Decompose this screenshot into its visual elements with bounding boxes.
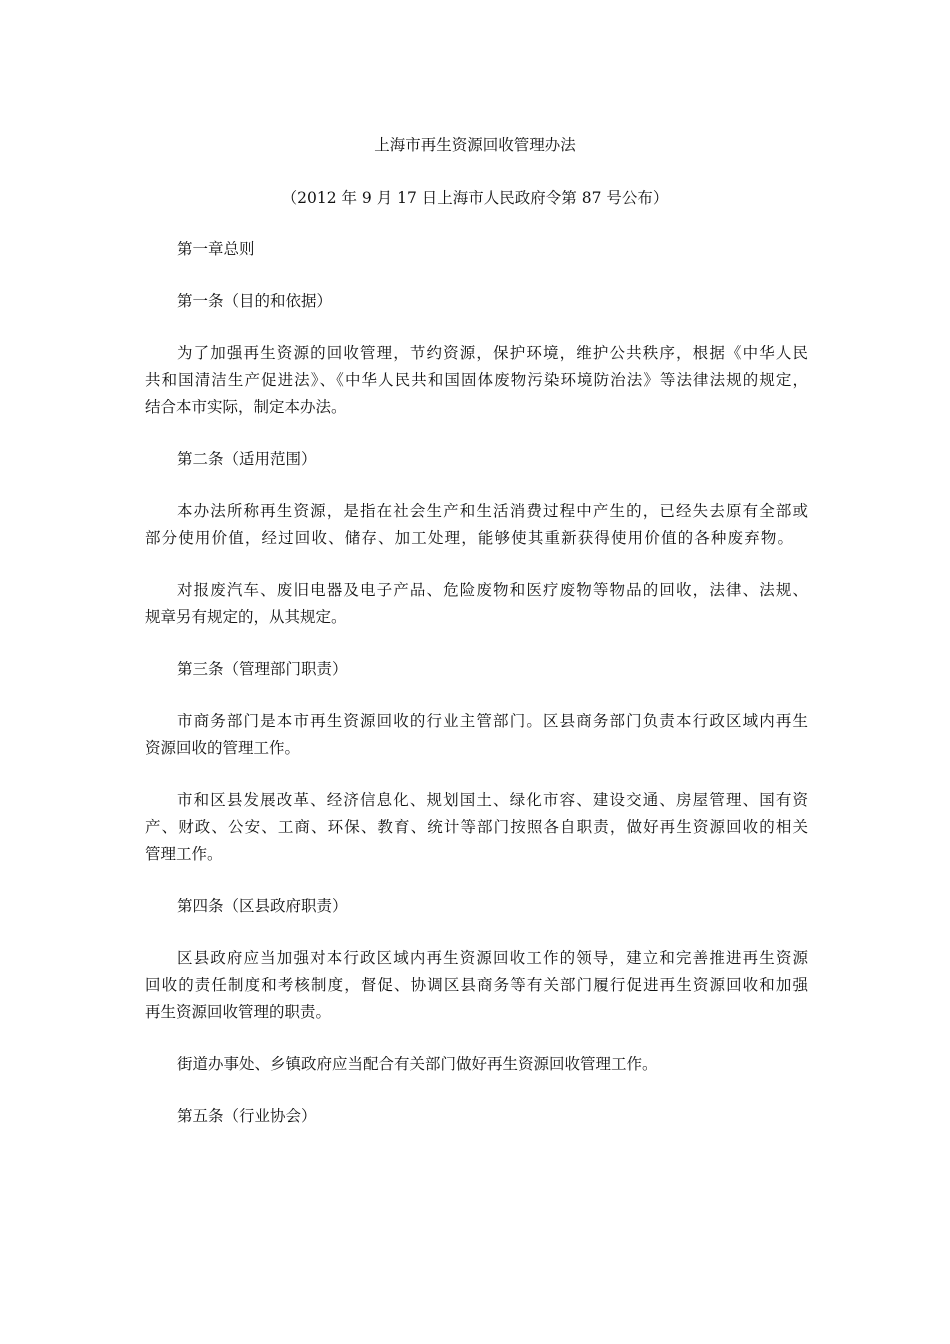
article-2-para-2-line-1: 对报废汽车、废旧电器及电子产品、危险废物和医疗废物等物品的回收，法律、法规、 (177, 581, 808, 599)
article-1-line-3: 结合本市实际，制定本办法。 (145, 398, 347, 416)
article-4-para-1-line-2: 回收的责任制度和考核制度，督促、协调区县商务等有关部门履行促进再生资源回收和加强 (145, 976, 808, 994)
article-1-line-1: 为了加强再生资源的回收管理，节约资源，保护环境，维护公共秩序，根据《中华人民 (177, 344, 808, 362)
article-1-line-2: 共和国清洁生产促进法》、《中华人民共和国固体废物污染环境防治法》等法律法规的规定， (145, 371, 808, 389)
article-2-heading: 第二条（适用范围） (177, 450, 317, 468)
article-4-heading: 第四条（区县政府职责） (177, 897, 348, 915)
chapter-heading: 第一章总则 (177, 240, 255, 258)
article-3-para-1-line-1: 市商务部门是本市再生资源回收的行业主管部门。区县商务部门负责本行政区域内再生 (177, 712, 808, 730)
article-3-heading: 第三条（管理部门职责） (177, 660, 348, 678)
article-4-para-2-line-1: 街道办事处、乡镇政府应当配合有关部门做好再生资源回收管理工作。 (177, 1055, 658, 1073)
document-title: 上海市再生资源回收管理办法 (374, 136, 576, 154)
article-5-heading: 第五条（行业协会） (177, 1107, 317, 1125)
article-3-para-2-line-2: 产、财政、公安、工商、环保、教育、统计等部门按照各自职责，做好再生资源回收的相关 (145, 818, 808, 836)
article-2-para-1-line-2: 部分使用价值，经过回收、储存、加工处理，能够使其重新获得使用价值的各种废弃物。 (145, 529, 793, 547)
article-2-para-1-line-1: 本办法所称再生资源，是指在社会生产和生活消费过程中产生的，已经失去原有全部或 (177, 502, 808, 520)
article-3-para-1-line-2: 资源回收的管理工作。 (145, 739, 301, 757)
article-4-para-1-line-3: 再生资源回收管理的职责。 (145, 1003, 332, 1021)
article-3-para-2-line-1: 市和区县发展改革、经济信息化、规划国土、绿化市容、建设交通、房屋管理、国有资 (177, 791, 808, 809)
article-1-heading: 第一条（目的和依据） (177, 292, 333, 310)
document-subtitle: （2012 年 9 月 17 日上海市人民政府令第 87 号公布） (281, 189, 669, 207)
article-2-para-2-line-2: 规章另有规定的，从其规定。 (145, 608, 347, 626)
article-3-para-2-line-3: 管理工作。 (145, 845, 223, 863)
article-4-para-1-line-1: 区县政府应当加强对本行政区域内再生资源回收工作的领导，建立和完善推进再生资源 (177, 949, 808, 967)
